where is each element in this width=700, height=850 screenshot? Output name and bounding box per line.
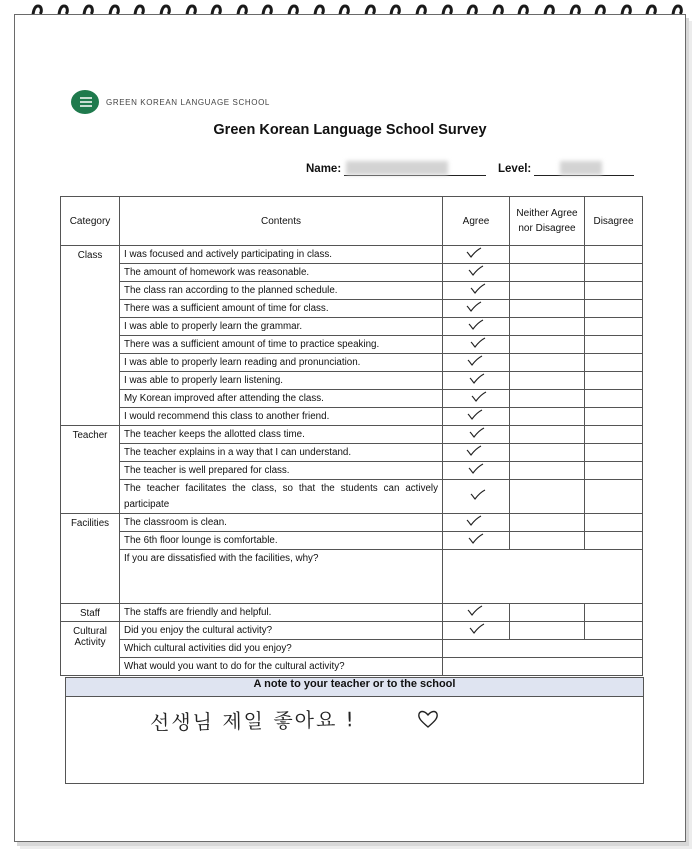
checkmark-icon xyxy=(467,319,485,331)
header-agree: Agree xyxy=(443,197,510,246)
agree-cell[interactable] xyxy=(443,462,510,480)
agree-cell[interactable] xyxy=(443,390,510,408)
disagree-cell[interactable] xyxy=(585,426,643,444)
row-category: Teacher xyxy=(61,426,120,514)
neither-cell[interactable] xyxy=(510,514,585,532)
neither-cell[interactable] xyxy=(510,408,585,426)
checkmark-icon xyxy=(468,373,486,385)
disagree-cell[interactable] xyxy=(585,444,643,462)
checkmark-icon xyxy=(465,247,483,259)
neither-cell[interactable] xyxy=(510,264,585,282)
row-contents: The teacher explains in a way that I can understand. xyxy=(120,444,443,462)
level-field[interactable] xyxy=(498,163,634,176)
table-row xyxy=(61,264,643,282)
row-contents: The staffs are friendly and helpful. xyxy=(120,604,443,622)
disagree-cell[interactable] xyxy=(585,282,643,300)
row-contents: What would you want to do for the cultural activity? xyxy=(120,658,443,676)
table-row xyxy=(61,622,643,640)
row-contents: The 6th floor lounge is comfortable. xyxy=(120,532,443,550)
header-contents: Contents xyxy=(120,197,443,246)
table-row xyxy=(61,604,643,622)
neither-cell[interactable] xyxy=(510,532,585,550)
name-value-redacted xyxy=(344,163,486,176)
agree-cell[interactable] xyxy=(443,336,510,354)
neither-cell[interactable] xyxy=(510,462,585,480)
level-value-redacted xyxy=(534,163,634,176)
survey-title: Green Korean Language School Survey xyxy=(213,122,487,138)
table-row xyxy=(61,246,643,264)
row-contents: The teacher facilitates the class, so that the students can actively participate xyxy=(120,480,443,514)
agree-cell[interactable] xyxy=(443,354,510,372)
disagree-cell[interactable] xyxy=(585,622,643,640)
disagree-cell[interactable] xyxy=(585,336,643,354)
checkmark-icon xyxy=(469,337,487,349)
checkmark-icon xyxy=(468,427,486,439)
checkmark-icon xyxy=(465,515,483,527)
checkmark-icon xyxy=(468,623,486,635)
name-field[interactable] xyxy=(306,163,486,176)
row-category: Class xyxy=(61,246,120,426)
checkmark-icon xyxy=(465,445,483,457)
agree-cell[interactable] xyxy=(443,264,510,282)
name-label: Name: xyxy=(306,163,342,175)
agree-cell[interactable] xyxy=(443,246,510,264)
row-contents: The teacher keeps the allotted class time. xyxy=(120,426,443,444)
row-contents: There was a sufficient amount of time to practice speaking. xyxy=(120,336,443,354)
checkmark-icon xyxy=(467,265,485,277)
table-row xyxy=(61,444,643,462)
neither-cell[interactable] xyxy=(510,300,585,318)
row-contents: I was able to properly learn the grammar. xyxy=(120,318,443,336)
agree-cell[interactable] xyxy=(443,622,510,640)
checkmark-icon xyxy=(466,409,484,421)
table-row xyxy=(61,426,643,444)
disagree-cell[interactable] xyxy=(585,408,643,426)
disagree-cell[interactable] xyxy=(585,300,643,318)
level-label: Level: xyxy=(498,163,532,175)
header-disagree: Disagree xyxy=(585,197,643,246)
agree-cell[interactable] xyxy=(443,318,510,336)
table-row xyxy=(61,336,643,354)
agree-cell[interactable] xyxy=(443,514,510,532)
row-contents: Did you enjoy the cultural activity? xyxy=(120,622,443,640)
table-row xyxy=(61,300,643,318)
neither-cell[interactable] xyxy=(510,282,585,300)
table-row xyxy=(61,390,643,408)
row-contents: Which cultural activities did you enjoy? xyxy=(120,640,443,658)
neither-cell[interactable] xyxy=(510,480,585,514)
agree-cell[interactable] xyxy=(443,444,510,462)
checkmark-icon xyxy=(465,301,483,313)
row-category: Staff xyxy=(61,604,120,622)
header-category: Category xyxy=(61,197,120,246)
table-row xyxy=(61,372,643,390)
survey-table xyxy=(60,196,643,676)
checkmark-icon xyxy=(470,391,488,403)
row-contents: There was a sufficient amount of time for class. xyxy=(120,300,443,318)
table-row xyxy=(61,514,643,532)
open-answer-field[interactable] xyxy=(443,658,643,676)
open-answer-field[interactable] xyxy=(443,550,643,604)
checkmark-icon xyxy=(466,355,484,367)
row-contents: The amount of homework was reasonable. xyxy=(120,264,443,282)
disagree-cell[interactable] xyxy=(585,480,643,514)
logo-mark-icon xyxy=(70,88,102,116)
agree-cell[interactable] xyxy=(443,282,510,300)
neither-cell[interactable] xyxy=(510,444,585,462)
logo-text: GREEN KOREAN LANGUAGE SCHOOL xyxy=(106,97,270,107)
table-row xyxy=(61,282,643,300)
row-contents: The classroom is clean. xyxy=(120,514,443,532)
row-contents: My Korean improved after attending the class. xyxy=(120,390,443,408)
neither-cell[interactable] xyxy=(510,390,585,408)
checkmark-icon xyxy=(467,533,485,545)
neither-cell[interactable] xyxy=(510,354,585,372)
table-row xyxy=(61,550,643,604)
agree-cell[interactable] xyxy=(443,604,510,622)
table-row xyxy=(61,480,643,514)
neither-cell[interactable] xyxy=(510,336,585,354)
row-category: Facilities xyxy=(61,514,120,604)
row-contents: If you are dissatisfied with the facilities, why? xyxy=(120,550,443,604)
disagree-cell[interactable] xyxy=(585,354,643,372)
table-row xyxy=(61,318,643,336)
checkmark-icon xyxy=(469,283,487,295)
open-answer-field[interactable] xyxy=(443,640,643,658)
disagree-cell[interactable] xyxy=(585,318,643,336)
agree-cell[interactable] xyxy=(443,372,510,390)
disagree-cell[interactable] xyxy=(585,264,643,282)
note-heading: A note to your teacher or to the school xyxy=(65,677,644,697)
disagree-cell[interactable] xyxy=(585,514,643,532)
disagree-cell[interactable] xyxy=(585,462,643,480)
table-row xyxy=(61,408,643,426)
agree-cell[interactable] xyxy=(443,426,510,444)
header-neither: Neither Agree nor Disagree xyxy=(510,197,585,246)
row-contents: I was able to properly learn reading and pronunciation. xyxy=(120,354,443,372)
table-row xyxy=(61,532,643,550)
neither-cell[interactable] xyxy=(510,604,585,622)
table-row xyxy=(61,354,643,372)
disagree-cell[interactable] xyxy=(585,604,643,622)
disagree-cell[interactable] xyxy=(585,390,643,408)
neither-cell[interactable] xyxy=(510,318,585,336)
neither-cell[interactable] xyxy=(510,426,585,444)
row-category: Cultural Activity xyxy=(61,622,120,676)
agree-cell[interactable] xyxy=(443,532,510,550)
table-row xyxy=(61,658,643,676)
checkmark-icon xyxy=(469,489,487,501)
table-row xyxy=(61,640,643,658)
disagree-cell[interactable] xyxy=(585,532,643,550)
row-contents: I would recommend this class to another friend. xyxy=(120,408,443,426)
agree-cell[interactable] xyxy=(443,408,510,426)
neither-cell[interactable] xyxy=(510,622,585,640)
neither-cell[interactable] xyxy=(510,246,585,264)
handwritten-note: 선생님 제일 좋아요 ! xyxy=(149,707,356,735)
disagree-cell[interactable] xyxy=(585,246,643,264)
checkmark-icon xyxy=(466,605,484,617)
agree-cell[interactable] xyxy=(443,480,510,514)
agree-cell[interactable] xyxy=(443,300,510,318)
table-row xyxy=(61,462,643,480)
row-contents: I was focused and actively participating in class. xyxy=(120,246,443,264)
disagree-cell[interactable] xyxy=(585,372,643,390)
heart-icon xyxy=(417,709,439,729)
row-contents: The teacher is well prepared for class. xyxy=(120,462,443,480)
school-logo xyxy=(70,88,270,116)
row-contents: I was able to properly learn listening. xyxy=(120,372,443,390)
checkmark-icon xyxy=(467,463,485,475)
neither-cell[interactable] xyxy=(510,372,585,390)
row-contents: The class ran according to the planned schedule. xyxy=(120,282,443,300)
